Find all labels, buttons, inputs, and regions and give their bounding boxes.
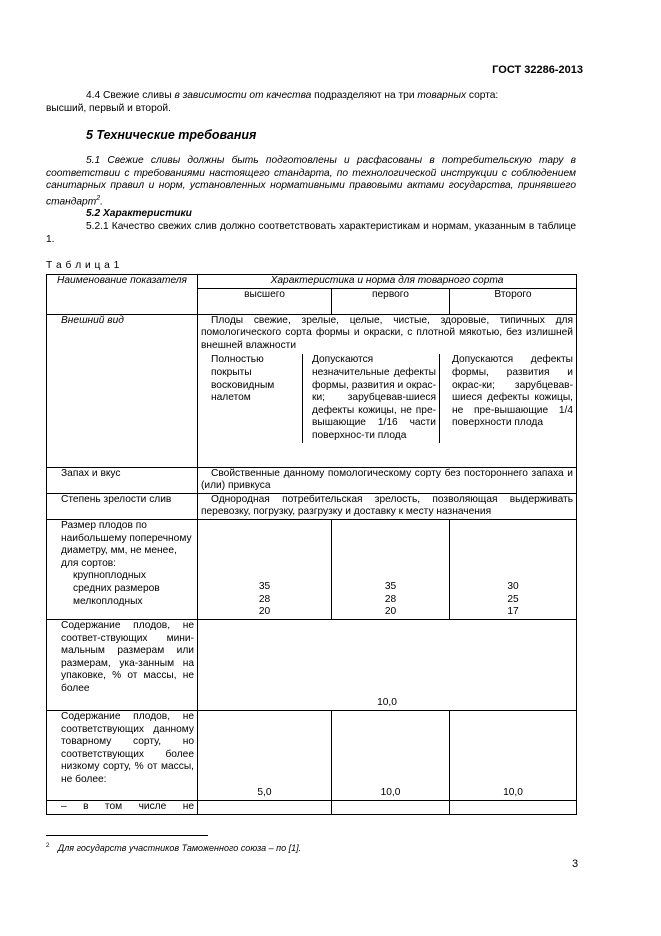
table-row — [47, 467, 577, 493]
para-5-1-end: . — [100, 196, 103, 208]
header-grade-1: высшего — [198, 288, 332, 314]
document-id: ГОСТ 32286-2013 — [492, 64, 583, 76]
row-smell-value: Свойственные данному помологическому сорту без постороннего запаха и (или) привкуса — [198, 467, 577, 493]
row-nongrade-name: Содержание плодов, не соответствующих данному товарному сорту, но соответствующих более низкому сорту, % от массы, не более: — [47, 710, 198, 800]
header-grade-3: Второго — [450, 288, 577, 314]
table-row — [47, 493, 577, 519]
para-5-1-text: 5.1 Свежие сливы должны быть подготовлены и расфасованы в потребительскую тару в соответствии с требованиями настоящего стандарта, по технологической инструкции с соблюдением санитарных правил и норм, установленных нормативными правовыми актами государства, принявшего стандарт — [46, 155, 576, 208]
paragraph-4-4-line2: высший, первый и второй. — [46, 103, 171, 114]
appearance-common: Плоды свежие, зрелые, целые, чистые, здоровые, типичных для помологического сорта формы и окраски, с плотной мякотью, без излишней внешней влажности — [201, 314, 573, 351]
table-row — [47, 800, 577, 814]
table-row — [47, 710, 577, 800]
table-row — [47, 314, 577, 467]
size-sub-3: мелкоплодных — [73, 595, 143, 607]
row-nonsize-value: 10,0 — [198, 619, 577, 710]
row-including-name: – в том числе не — [47, 800, 198, 814]
size-grade-2: 35 28 20 — [332, 519, 450, 619]
section-5-title: 5 Технические требования — [86, 128, 257, 142]
para-4-4-suffix: сорта: — [466, 90, 499, 101]
characteristics-table — [46, 274, 577, 815]
subsection-5-2-title: 5.2 Характеристики — [86, 208, 192, 219]
including-grade-3 — [450, 800, 577, 814]
size-grade-3: 30 25 17 — [450, 519, 577, 619]
header-grade-group: Характеристика и норма для товарного сорта — [198, 275, 577, 289]
appearance-grade-3: Допускаются дефекты формы, развития и окрас-ки; зарубцевав-шиеся дефекты кожицы, не пре-вышающие 1/4 поверхности плода — [439, 354, 576, 442]
appearance-grade-1: Полностью покрыты восковидным налетом — [211, 354, 275, 404]
paragraph-5-2-1: 5.2.1 Качество свежих слив должно соответствовать характеристикам и нормам, указанным в таблице 1. — [46, 221, 576, 245]
row-ripeness-name: Степень зрелости слив — [47, 493, 198, 519]
para-4-4-italic2: товарных — [417, 90, 467, 101]
table-row — [47, 619, 577, 710]
size-sub-2: средних размеров — [73, 582, 160, 594]
footnote-mark: 2 — [46, 843, 50, 849]
row-ripeness-value: Однородная потребительская зрелость, позволяющая выдерживать перевозку, погрузку, разгрузку и доставку к месту назначения — [198, 493, 577, 519]
page-number: 3 — [572, 858, 579, 870]
header-indicator-name: Наименование показателя — [47, 275, 198, 315]
nongrade-grade-2: 10,0 — [332, 710, 450, 800]
paragraph-4-4 — [46, 90, 576, 103]
para-4-4-prefix: 4.4 Свежие сливы — [86, 90, 175, 101]
para-4-4-middle: подразделяют на три — [311, 90, 418, 101]
appearance-grades — [198, 354, 576, 442]
row-size-name — [47, 519, 198, 619]
footnote-ref: 2 — [96, 194, 101, 202]
size-sub-1: крупноплодных — [73, 570, 146, 582]
footnote-text: Для государств участников Таможенного союза – по [1]. — [57, 843, 302, 853]
row-nonsize-name: Содержание плодов, не соответ-ствующих мини-мальным размерам или размерам, ука-занным на упаковке, % от массы, не более — [47, 619, 198, 710]
header-grade-2: первого — [332, 288, 450, 314]
paragraph-5-1 — [46, 155, 576, 209]
including-grade-2 — [332, 800, 450, 814]
row-smell-name: Запах и вкус — [47, 467, 198, 493]
table-caption: Т а б л и ц а 1 — [46, 260, 120, 271]
row-appearance-name: Внешний вид — [47, 314, 198, 467]
appearance-grade-2: Допускаются незначительные дефекты формы, развития и окрас-ки; зарубцевав-шиеся дефекты кожицы, не пре-вышающие 1/16 части поверхнос-ти плода — [302, 354, 439, 442]
table-row — [47, 519, 577, 619]
size-title: Размер плодов по наибольшему поперечному диаметру, мм, не менее, для сортов: — [61, 519, 192, 569]
para-4-4-italic1: в зависимости от качества — [174, 90, 312, 101]
nongrade-grade-1: 5,0 — [198, 710, 332, 800]
row-appearance-values — [198, 314, 577, 467]
nongrade-grade-3: 10,0 — [450, 710, 577, 800]
footnote — [46, 841, 301, 854]
footnote-rule — [46, 835, 208, 836]
including-grade-1 — [198, 800, 332, 814]
size-grade-1: 35 28 20 — [198, 519, 332, 619]
